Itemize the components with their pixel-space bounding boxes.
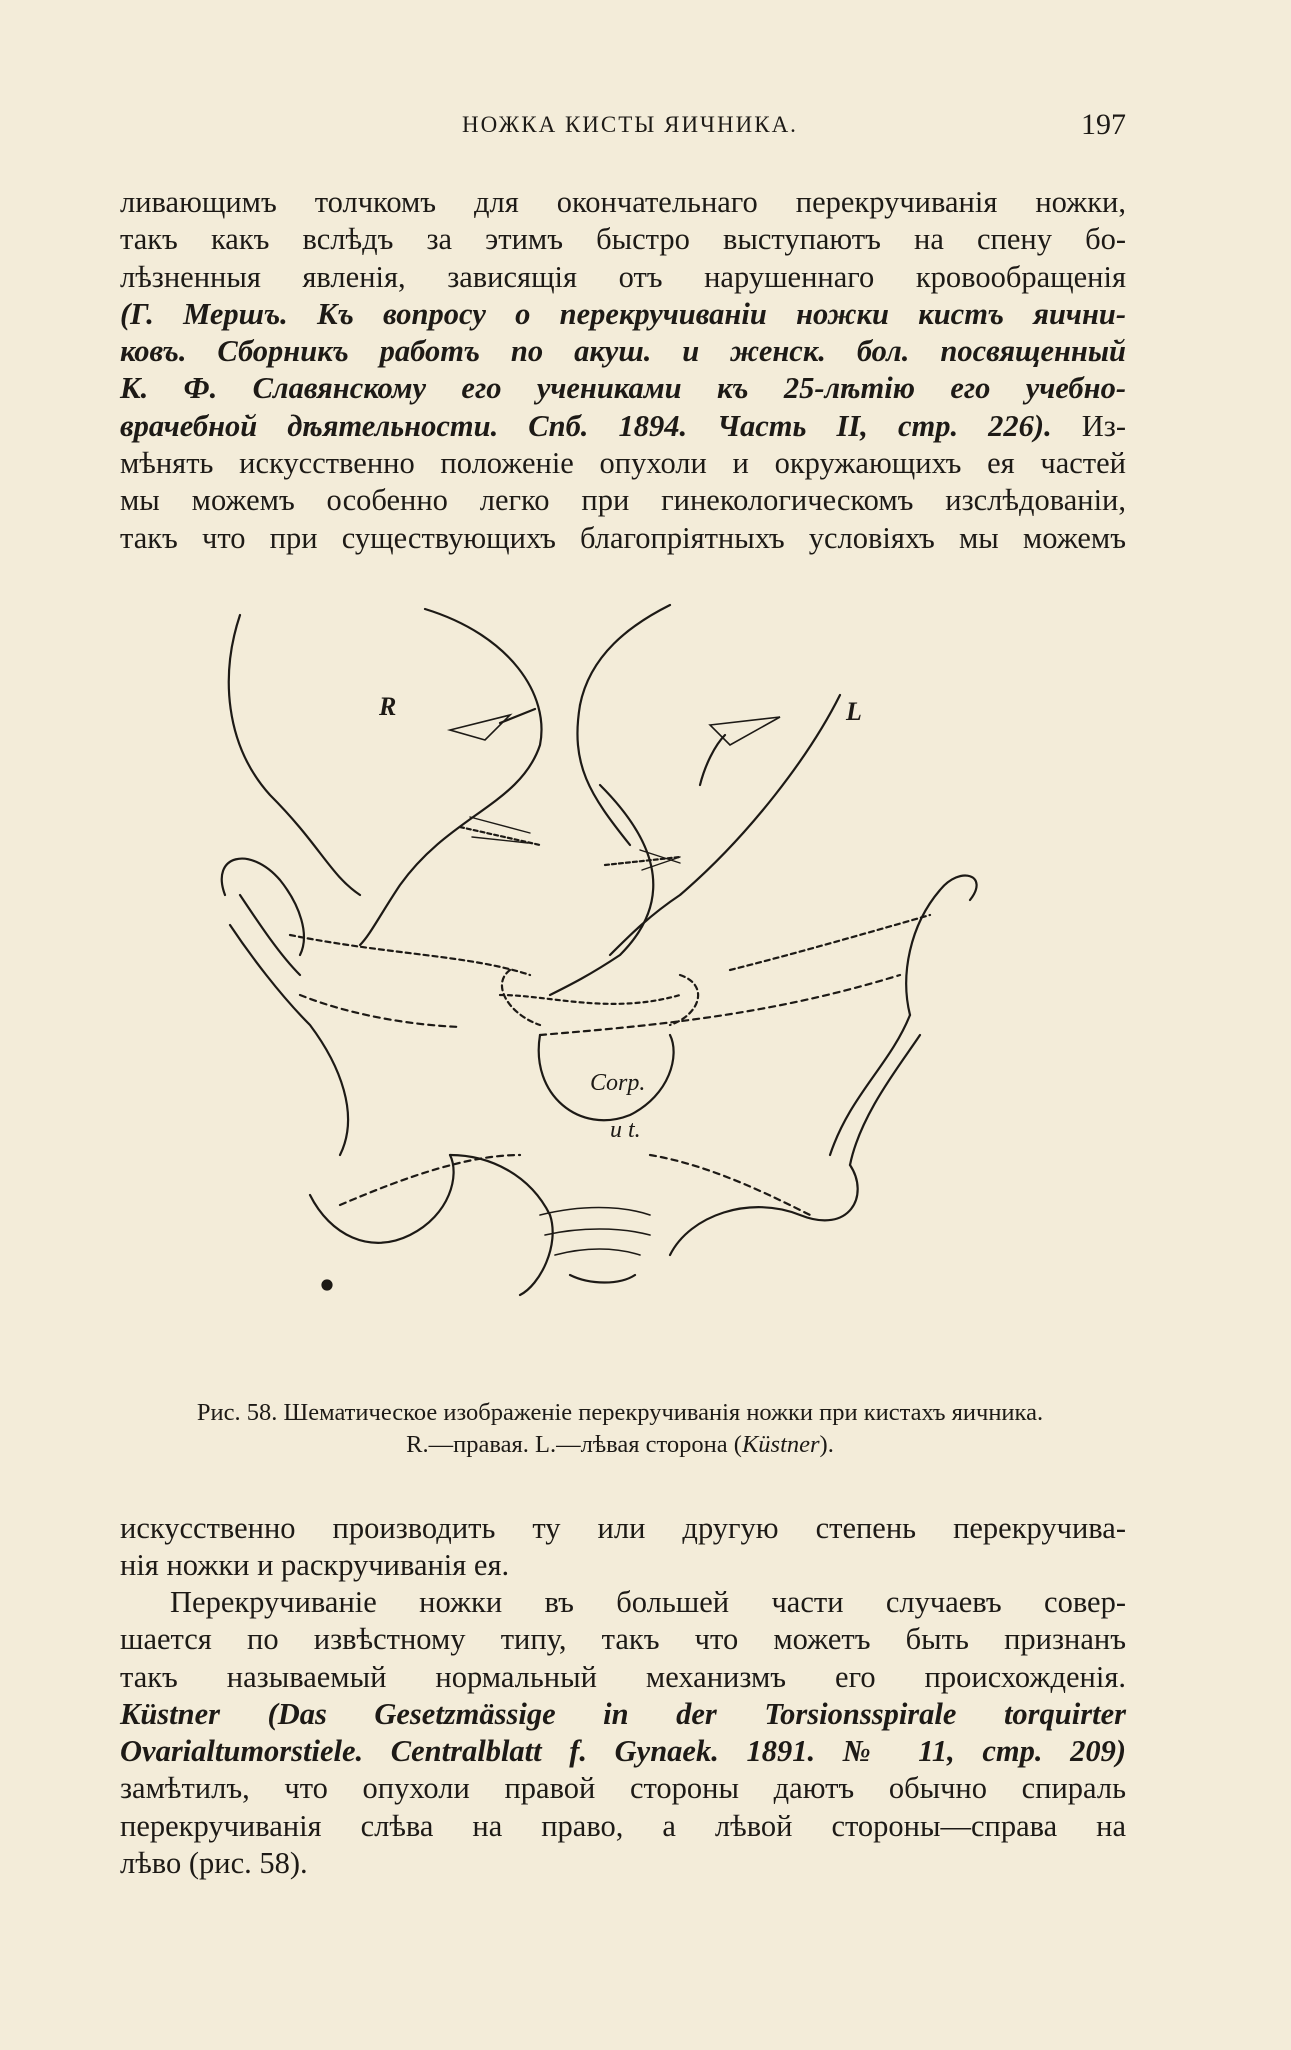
hyphenated-word-start: Из- <box>1081 408 1127 443</box>
text-line: искусственно производить ту или другую степень перекручива- <box>120 1511 1126 1545</box>
citation-tail: врачебной дѣятельности. Спб. 1894. Часть II, стр. 226). <box>120 408 1052 443</box>
figure-caption <box>100 1397 1140 1461</box>
text-line: такъ что при существующихъ благопріятныхъ условіяхъ мы можемъ <box>120 520 1126 555</box>
text-line: нія ножки и раскручиванія ея. <box>120 1548 510 1583</box>
label-right: R <box>379 692 397 721</box>
text-line: перекручиванія слѣва на право, а лѣвой стороны—справа на <box>120 1808 1126 1843</box>
text-line: такъ какъ вслѣдъ за этимъ быстро выступаютъ на спену бо- <box>120 222 1126 257</box>
paragraph-final <box>120 1584 1126 1882</box>
caption-line: Рис. 58. Шематическое изображеніе перекручиванія ножки при кистахъ яичника. <box>196 1399 1044 1426</box>
caption-suffix: ). <box>819 1431 834 1458</box>
label-corp: Corp. <box>590 1070 646 1096</box>
text-line: мѣнять искусственно положеніе опухоли и окружающихъ ея частей <box>120 446 1126 481</box>
torsion-diagram <box>210 595 1040 1355</box>
page-number: 197 <box>1081 108 1126 141</box>
citation-line: К. Ф. Славянскому его учениками къ 25-лѣтію его учебно- <box>120 371 1126 406</box>
text-line: ливающимъ толчкомъ для окончательнаго перекручиванія ножки, <box>120 185 1126 219</box>
text-line: Перекручиваніе ножки въ большей части случаевъ совер- <box>170 1585 1126 1619</box>
citation-line: ковъ. Сборникъ работъ по акуш. и женск. бол. посвященный <box>120 334 1126 369</box>
running-head: НОЖКА КИСТЫ ЯИЧНИКА. <box>462 112 798 137</box>
label-ut: u t. <box>610 1117 641 1143</box>
caption-line <box>100 1429 1140 1461</box>
text-line: замѣтилъ, что опухоли правой стороны даютъ обычно спираль <box>120 1771 1126 1806</box>
text-line: шается по извѣстному типу, такъ что можетъ быть признанъ <box>120 1622 1126 1657</box>
text-line: мы можемъ особенно легко при гинекологическомъ изслѣдованіи, <box>120 483 1126 518</box>
paragraph-bottom <box>120 1510 1126 1585</box>
paragraph-top <box>120 184 1126 557</box>
citation-line-mixed <box>120 408 1126 445</box>
citation-line: (Г. Мершъ. Къ вопросу о перекручиваніи ножки кистъ яични- <box>120 296 1126 331</box>
text-line: лѣзненныя явленія, зависящія отъ нарушеннаго кровообращенія <box>120 259 1126 294</box>
label-left: L <box>846 697 862 726</box>
text-line: лѣво (рис. 58). <box>120 1846 308 1881</box>
citation-line: Küstner (Das Gesetzmässige in der Torsionsspirale torquirter <box>120 1696 1126 1731</box>
caption-author: Küstner <box>741 1431 820 1458</box>
text-line: такъ называемый нормальный механизмъ его происхожденія. <box>120 1659 1126 1694</box>
caption-prefix: R.—правая. L.—лѣвая сторона ( <box>406 1431 742 1458</box>
citation-line: Ovarialtumorstiele. Centralblatt f. Gynaek. 1891. № 11, стр. 209) <box>120 1734 1126 1769</box>
